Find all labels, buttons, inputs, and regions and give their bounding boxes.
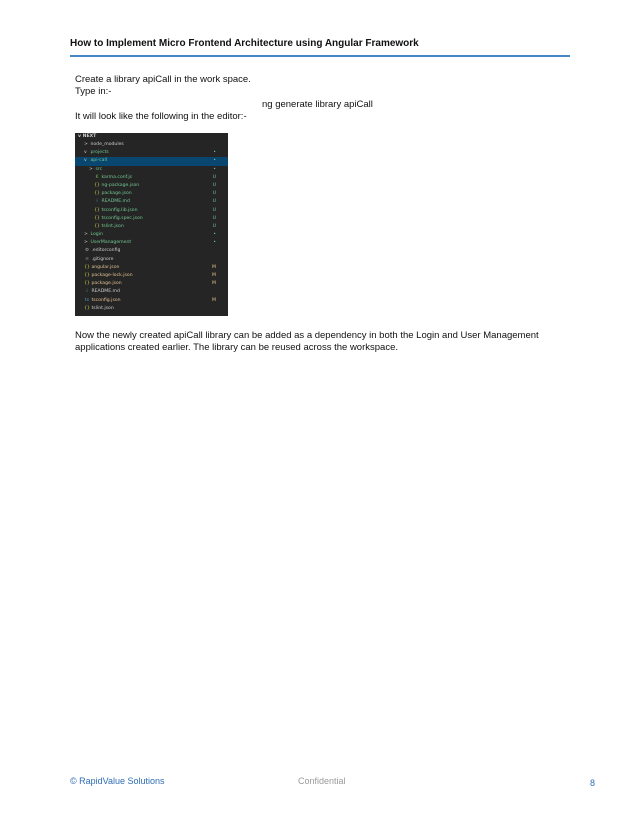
explorer-row-label: README.md xyxy=(90,289,120,295)
header-divider xyxy=(70,55,570,57)
git-status-badge: • xyxy=(213,150,216,156)
explorer-row[interactable] xyxy=(75,157,228,165)
git-status-badge: • xyxy=(213,158,216,164)
explorer-row-label: angular.json xyxy=(90,264,120,270)
git-status-badge: • xyxy=(213,240,216,246)
ts-config-icon: ts xyxy=(84,297,90,303)
explorer-row-label: tslint.json xyxy=(90,305,114,311)
explorer-row-label: node_modules xyxy=(89,142,124,147)
explorer-row[interactable] xyxy=(75,182,228,190)
json-file-icon: {} xyxy=(84,273,90,278)
explorer-row-label: tslint.json xyxy=(100,223,124,229)
instruction-line-3: It will look like the following in the editor:- xyxy=(75,111,247,122)
explorer-row[interactable] xyxy=(75,247,228,255)
explorer-row[interactable] xyxy=(75,198,228,206)
explorer-row-label: UserManagement xyxy=(89,240,132,246)
explorer-row[interactable] xyxy=(75,231,228,239)
explorer-row-label: projects xyxy=(89,150,109,156)
git-status-badge: M xyxy=(212,281,216,287)
paragraph-line-2: applications created earlier. The library can be reused across the workspace. xyxy=(75,342,398,353)
explorer-row-label: package.json xyxy=(100,191,132,197)
explorer-row[interactable] xyxy=(75,223,228,231)
json-file-icon: {} xyxy=(84,305,90,311)
explorer-row-label: api-call xyxy=(89,158,108,164)
explorer-row-label: package-lock.json xyxy=(90,273,133,278)
page-number: 8 xyxy=(590,778,596,788)
chevron-down-icon: v xyxy=(84,150,87,156)
explorer-row[interactable] xyxy=(75,166,228,174)
explorer-row[interactable] xyxy=(75,305,228,313)
json-file-icon: {} xyxy=(84,264,90,270)
git-status-badge: U xyxy=(212,191,216,197)
explorer-row[interactable] xyxy=(75,190,228,198)
git-status-badge: U xyxy=(212,215,216,221)
explorer-row-label: tsconfig.json xyxy=(90,297,121,303)
footer-confidential: Confidential xyxy=(298,776,346,786)
document-header-title: How to Implement Micro Frontend Architecture using Angular Framework xyxy=(70,38,419,49)
json-file-icon: {} xyxy=(94,191,100,197)
explorer-row-label: .gitignore xyxy=(90,256,114,262)
chevron-down-icon: v xyxy=(84,158,87,164)
karma-file-icon: K xyxy=(95,174,99,180)
explorer-title-label: NEXT xyxy=(82,134,97,139)
explorer-row[interactable] xyxy=(75,239,228,247)
explorer-row[interactable] xyxy=(75,297,228,305)
explorer-row-label: karma.conf.js xyxy=(100,174,133,180)
json-file-icon: {} xyxy=(94,182,100,188)
git-status-badge: M xyxy=(212,273,216,278)
info-file-icon: i xyxy=(96,199,98,205)
git-status-badge: U xyxy=(212,199,216,205)
git-status-badge: • xyxy=(213,232,216,238)
git-status-badge: U xyxy=(212,174,216,180)
explorer-row[interactable] xyxy=(75,256,228,264)
explorer-row[interactable] xyxy=(75,215,228,223)
git-status-badge: U xyxy=(212,182,216,188)
json-file-icon: {} xyxy=(94,207,100,213)
git-status-badge: • xyxy=(213,166,216,172)
explorer-row[interactable] xyxy=(75,264,228,272)
explorer-row[interactable] xyxy=(75,174,228,182)
chevron-right-icon: > xyxy=(84,232,88,238)
explorer-row-label: README.md xyxy=(100,199,130,205)
explorer-row-label: src xyxy=(94,166,103,172)
command-text: ng generate library apiCall xyxy=(262,99,373,110)
paragraph-line-1: Now the newly created apiCall library can be added as a dependency in both the Login and User Management xyxy=(75,330,539,341)
instruction-line-1: Create a library apiCall in the work space. xyxy=(75,74,251,85)
git-status-badge: M xyxy=(212,297,216,303)
explorer-row[interactable] xyxy=(75,141,228,149)
explorer-title xyxy=(75,133,228,141)
chevron-down-icon: v xyxy=(78,134,83,139)
explorer-row-label: .editorconfig xyxy=(90,248,121,254)
explorer-row[interactable] xyxy=(75,149,228,157)
explorer-row-label: tsconfig.spec.json xyxy=(100,215,143,221)
json-file-icon: {} xyxy=(84,281,90,287)
chevron-right-icon: > xyxy=(89,166,93,172)
explorer-row[interactable] xyxy=(75,272,228,280)
gear-icon: ⚙ xyxy=(84,248,90,254)
instruction-line-2: Type in:- xyxy=(75,86,112,97)
explorer-tree xyxy=(75,141,228,313)
explorer-row-label: package.json xyxy=(90,281,122,287)
explorer-row[interactable] xyxy=(75,207,228,215)
git-status-badge: U xyxy=(212,223,216,229)
explorer-row-label: tsconfig.lib.json xyxy=(100,207,138,213)
git-status-badge: M xyxy=(212,264,216,270)
explorer-row[interactable] xyxy=(75,280,228,288)
footer-copyright: © RapidValue Solutions xyxy=(70,776,165,786)
chevron-right-icon: > xyxy=(84,240,88,246)
chevron-right-icon: > xyxy=(84,142,88,147)
json-file-icon: {} xyxy=(94,223,100,229)
git-status-badge: U xyxy=(212,207,216,213)
list-file-icon: ≡ xyxy=(85,256,89,262)
explorer-row[interactable] xyxy=(75,288,228,296)
info-file-icon: i xyxy=(86,289,88,295)
editor-explorer-screenshot xyxy=(75,133,228,316)
explorer-row-label: ng-package.json xyxy=(100,182,140,188)
explorer-row-label: Login xyxy=(89,232,103,238)
json-file-icon: {} xyxy=(94,215,100,221)
